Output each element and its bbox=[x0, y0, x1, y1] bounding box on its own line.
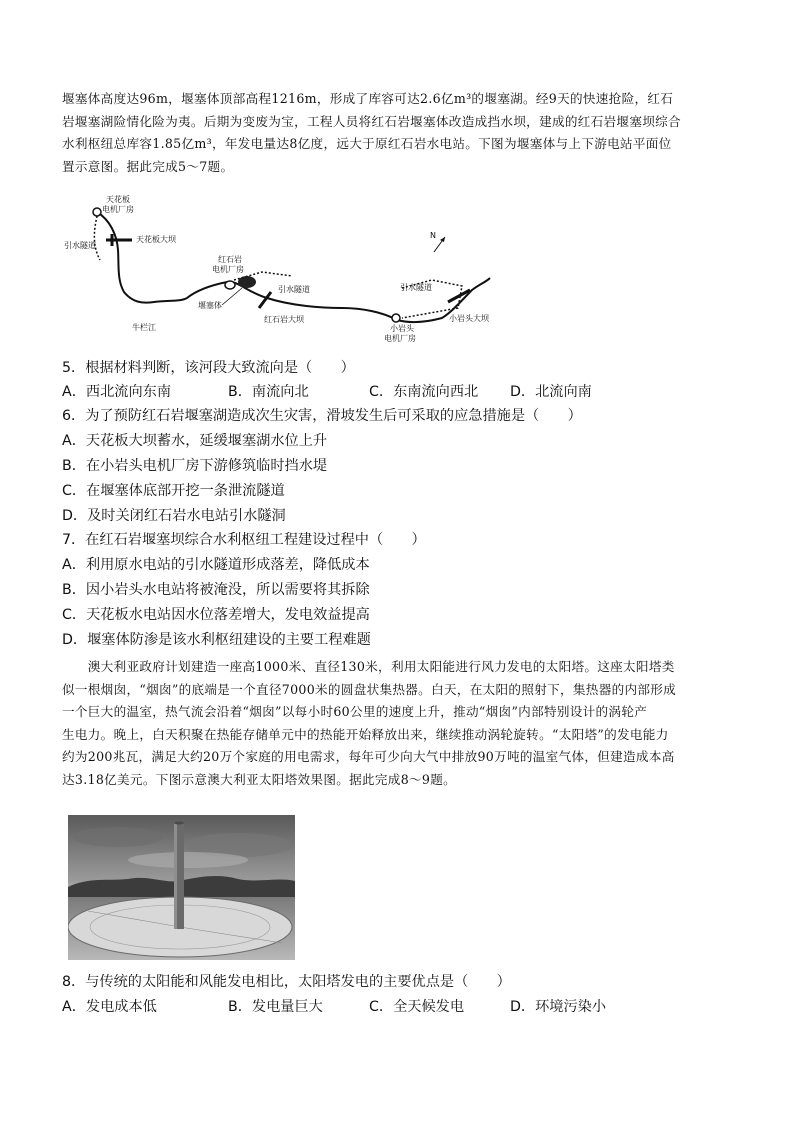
intro1-line: 堰塞体高度达96m，堰塞体顶部高程1216m，形成了库容可达2.6亿m³的堰塞湖。经9天的快速抢险，红石 bbox=[62, 91, 674, 106]
question-7-option-b: B．因小岩头水电站将被淹没，所以需要将其拆除 bbox=[62, 582, 370, 598]
hongshiyan-plant-marker bbox=[225, 281, 235, 289]
intro2-line: 一个巨大的温室，热气流会沿着“烟囱”以每小时60公里的速度上升，推动“烟囱”内部特别设计的涡轮产 bbox=[62, 704, 648, 719]
map-label: 电机厂房 bbox=[384, 334, 416, 343]
map-label: 引水隧道 bbox=[278, 285, 310, 294]
question-6-option-d: D．及时关闭红石岩水电站引水隧洞 bbox=[62, 508, 286, 524]
option-d: D．北流向南 bbox=[510, 384, 592, 400]
question-7-option-a: A．利用原水电站的引水隧道形成落差，降低成本 bbox=[62, 557, 370, 573]
xiaoyantou-plant-marker bbox=[392, 314, 400, 322]
map-label: 牛栏江 bbox=[132, 323, 156, 332]
solar-tower-photo bbox=[68, 815, 295, 960]
question-5-stem: 5．根据材料判断，该河段大致流向是（ ） bbox=[62, 360, 355, 376]
question-6-option-b: B．在小岩头电机厂房下游修筑临时挡水堤 bbox=[62, 458, 328, 474]
map-label: 电机厂房 bbox=[102, 205, 134, 214]
question-6-option-c: C．在堰塞体底部开挖一条泄流隧道 bbox=[62, 483, 285, 499]
map-label: 天花板大坝 bbox=[136, 235, 176, 244]
option-b: B．发电量巨大 bbox=[228, 999, 323, 1015]
question-6-option-a: A．天花板大坝蓄水，延缓堰塞湖水位上升 bbox=[62, 433, 328, 449]
intro1-line: 岩堰塞湖险情化险为夷。后期为变废为宝，工程人员将红石岩堰塞体改造成挡水坝，建成的红石岩堰塞坝综合 bbox=[62, 113, 681, 129]
map-label: 红石岩 bbox=[218, 255, 242, 264]
question-5-options bbox=[62, 382, 742, 402]
option-d: D．环境污染小 bbox=[510, 999, 607, 1015]
question-6-stem: 6．为了预防红石岩堰塞湖造成次生灾害，滑坡发生后可采取的应急措施是（ ） bbox=[62, 408, 582, 424]
intro2-line: 达3.18亿美元。下图示意澳大利亚太阳塔效果图。据此完成8～9题。 bbox=[62, 771, 456, 787]
option-c: C．全天候发电 bbox=[369, 999, 465, 1015]
map-label: N bbox=[430, 231, 436, 240]
intro-paragraph-2 bbox=[62, 656, 732, 791]
intro2-line: 约为200兆瓦，满足大约20万个家庭的用电需求，每年可少向大气中排放90万吨的温室气体，但建造成本高 bbox=[62, 749, 675, 764]
question-8-stem: 8．与传统的太阳能和风能发电相比，太阳塔发电的主要优点是（ ） bbox=[62, 974, 511, 990]
option-b: B．南流向北 bbox=[228, 384, 309, 400]
question-7-option-d: D．堰塞体防渗是该水利枢纽建设的主要工程难题 bbox=[62, 632, 371, 648]
map-label: 引水隧道 bbox=[64, 241, 96, 250]
dam-location-map bbox=[62, 190, 502, 348]
map-label: 天花板 bbox=[106, 195, 130, 204]
barrier-body bbox=[238, 276, 256, 288]
map-label: 电机厂房 bbox=[212, 265, 244, 274]
intro2-line: 似一根烟囱，“烟囱”的底端是一个直径7000米的圆盘状集热器。白天，在太阳的照射下，集热器的内部形成 bbox=[62, 681, 677, 697]
option-a: A．发电成本低 bbox=[62, 999, 157, 1015]
question-7-option-c: C．天花板水电站因水位落差增大，发电效益提高 bbox=[62, 607, 370, 623]
intro1-line: 水利枢纽总库容1.85亿m³，年发电量达8亿度，远大于原红石岩水电站。下图为堰塞体与上下游电站平面位 bbox=[62, 136, 672, 151]
map-label: 小岩头大坝 bbox=[449, 314, 489, 323]
option-a: A．西北流向东南 bbox=[62, 384, 172, 400]
map-label: 引水隧道 bbox=[400, 283, 432, 292]
question-7-stem: 7．在红石岩堰塞坝综合水利枢纽工程建设过程中（ ） bbox=[62, 532, 426, 548]
intro-paragraph-1 bbox=[62, 88, 732, 178]
intro2-line: 生电力。晚上，白天积聚在热能存储单元中的热能开始释放出来，继续推动涡轮旋转。“太阳塔”的发电能力 bbox=[62, 726, 669, 742]
question-8-options bbox=[62, 997, 742, 1017]
option-c: C．东南流向西北 bbox=[369, 384, 479, 400]
intro2-line: 澳大利亚政府计划建造一座高1000米、直径130米，利用太阳能进行风力发电的太阳塔。这座太阳塔类 bbox=[62, 659, 675, 674]
intro1-line: 置示意图。据此完成5～7题。 bbox=[62, 158, 234, 174]
tianhuaban-plant-marker bbox=[93, 208, 101, 216]
map-label: 小岩头 bbox=[390, 324, 414, 333]
map-label: 堰塞体 bbox=[198, 301, 222, 310]
map-label: 红石岩大坝 bbox=[264, 315, 304, 324]
